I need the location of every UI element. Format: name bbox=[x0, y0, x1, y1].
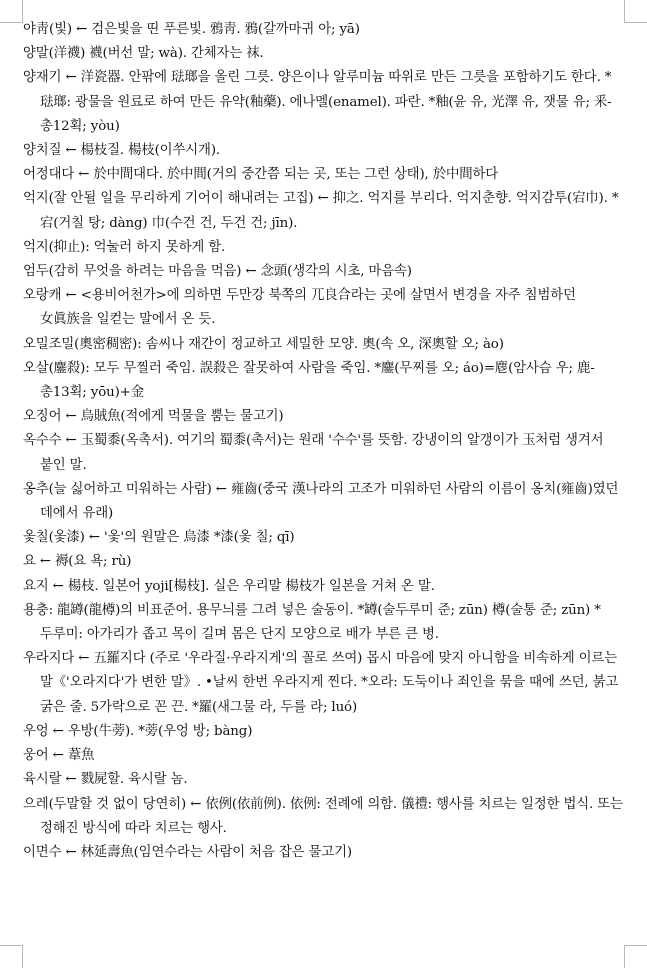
dictionary-entry: 오살(鏖殺): 모두 무찔러 죽임. 誤殺은 잘못하여 사람을 죽임. *鏖(무찌를 오; áo)=麀(암사슴 우; 鹿-총13획; yōu)+金 bbox=[23, 360, 595, 401]
dictionary-entry: 오징어 ← 烏賊魚(적에게 먹물을 뿜는 물고기) bbox=[23, 409, 284, 425]
dictionary-entry: 엄두(감히 무엇을 하려는 마음을 먹음) ← 念頭(생각의 시초, 마음속) bbox=[23, 264, 412, 280]
dictionary-entry: 양치질 ← 楊枝질. 楊枝(이쑤시개). bbox=[23, 143, 220, 159]
page-corner-mark bbox=[0, 945, 23, 968]
dictionary-entry: 웅어 ← 葦魚 bbox=[23, 748, 95, 764]
dictionary-entry: 야靑(빛) ← 검은빛을 띤 푸른빛. 鴉靑. 鴉(갈까마귀 아; yā) bbox=[23, 22, 360, 37]
dictionary-entry: 억지(抑止): 억눌러 하지 못하게 함. bbox=[23, 239, 226, 255]
dictionary-entry: 양재기 ← 洋瓷器. 안팎에 琺瑯을 올린 그릇. 양은이나 알루미늄 따위로 만든 그릇을 포함하기도 한다. *琺瑯: 광물을 원료로 하여 만든 유약(釉藥). 에나멜(enamel). 파란. *釉(윤 유, 光澤 유, 잿물 유; 釆-총12획; yòu) bbox=[23, 70, 612, 134]
dictionary-body bbox=[23, 18, 625, 865]
dictionary-entry: 억지(잘 안될 일을 무리하게 기어이 해내려는 고집) ← 抑之. 억지를 부리다. 억지춘향. 억지감투(宕巾). *宕(거칠 탕; dàng) 巾(수건 건, 두건 건; jīn). bbox=[23, 191, 619, 231]
dictionary-entry: 이면수 ← 林延壽魚(임연수라는 사람이 처음 잡은 물고기) bbox=[23, 844, 352, 860]
dictionary-entry: 옹추(늘 싫어하고 미워하는 사람) ← 雍齒(중국 漢나라의 고조가 미워하던 사람의 이름이 옹치(雍齒)였던 데에서 유래) bbox=[23, 481, 619, 522]
dictionary-entry: 양말(洋襪) 襪(버선 말; wà). 간체자는 袜. bbox=[23, 46, 264, 62]
dictionary-entry: 용충: 龍罇(龍樽)의 비표준어. 용무늬를 그려 넣은 술동이. *罇(술두루미 준; zūn) 樽(술통 준; zūn) *두루미: 아가리가 좁고 목이 길며 몸은 단지 모양으로 배가 부른 큰 병. bbox=[23, 602, 601, 643]
dictionary-entry: 옻칠(옻漆) ← '옻'의 원말은 烏漆 *漆(옻 칠; qī) bbox=[23, 530, 295, 546]
dictionary-entry: 오랑캐 ← <용비어천가>에 의하면 두만강 북쪽의 兀良合라는 곳에 살면서 변경을 자주 침범하던 女眞族을 일컫는 말에서 온 듯. bbox=[23, 288, 576, 328]
dictionary-entry: 으레(두말할 것 없이 당연히) ← 依例(依前例). 依例: 전례에 의함. 儀禮: 행사를 치르는 일정한 법식. 또는 정해진 방식에 따라 치르는 행사. bbox=[23, 796, 623, 836]
dictionary-entry: 어정대다 ← 於中間대다. 於中間(거의 중간쯤 되는 곳, 또는 그런 상태), 於中間하다 bbox=[23, 167, 499, 183]
dictionary-entry: 오밀조밀(奧密稠密): 솜씨나 재간이 정교하고 세밀한 모양. 奧(속 오, 深奧할 오; ào) bbox=[23, 336, 504, 352]
page-corner-mark bbox=[624, 0, 647, 23]
dictionary-entry: 요지 ← 楊枝. 일본어 yoji[楊枝]. 실은 우리말 楊枝가 일본을 거쳐 온 말. bbox=[23, 578, 435, 594]
dictionary-entry: 우라지다 ← 五羅지다 (주로 '우라질·우라지게'의 꼴로 쓰여) 몹시 마음에 맞지 아니함을 비속하게 이르는 말《'오라지다'가 변한 말》. •날씨 한번 우라지게 찐다. *오라: 도둑이나 죄인을 묶을 때에 쓰던, 붉고 굵은 줄. 5가락으로 꼰 끈. *羅(새그물 라, 두를 라; luó) bbox=[23, 651, 619, 715]
dictionary-entry: 우엉 ← 우방(牛蒡). *蒡(우엉 방; bàng) bbox=[23, 723, 253, 739]
dictionary-entry: 옥수수 ← 玉蜀黍(옥촉서). 여기의 蜀黍(촉서)는 원래 '수수'를 뜻함. 강냉이의 알갱이가 玉처럼 생겨서 붙인 말. bbox=[23, 433, 604, 473]
dictionary-entry: 육시랄 ← 戮屍할. 육시랄 놈. bbox=[23, 772, 188, 788]
page-corner-mark bbox=[624, 945, 647, 968]
dictionary-entry: 요 ← 褥(요 욕; rù) bbox=[23, 554, 132, 570]
page-corner-mark bbox=[0, 0, 23, 23]
